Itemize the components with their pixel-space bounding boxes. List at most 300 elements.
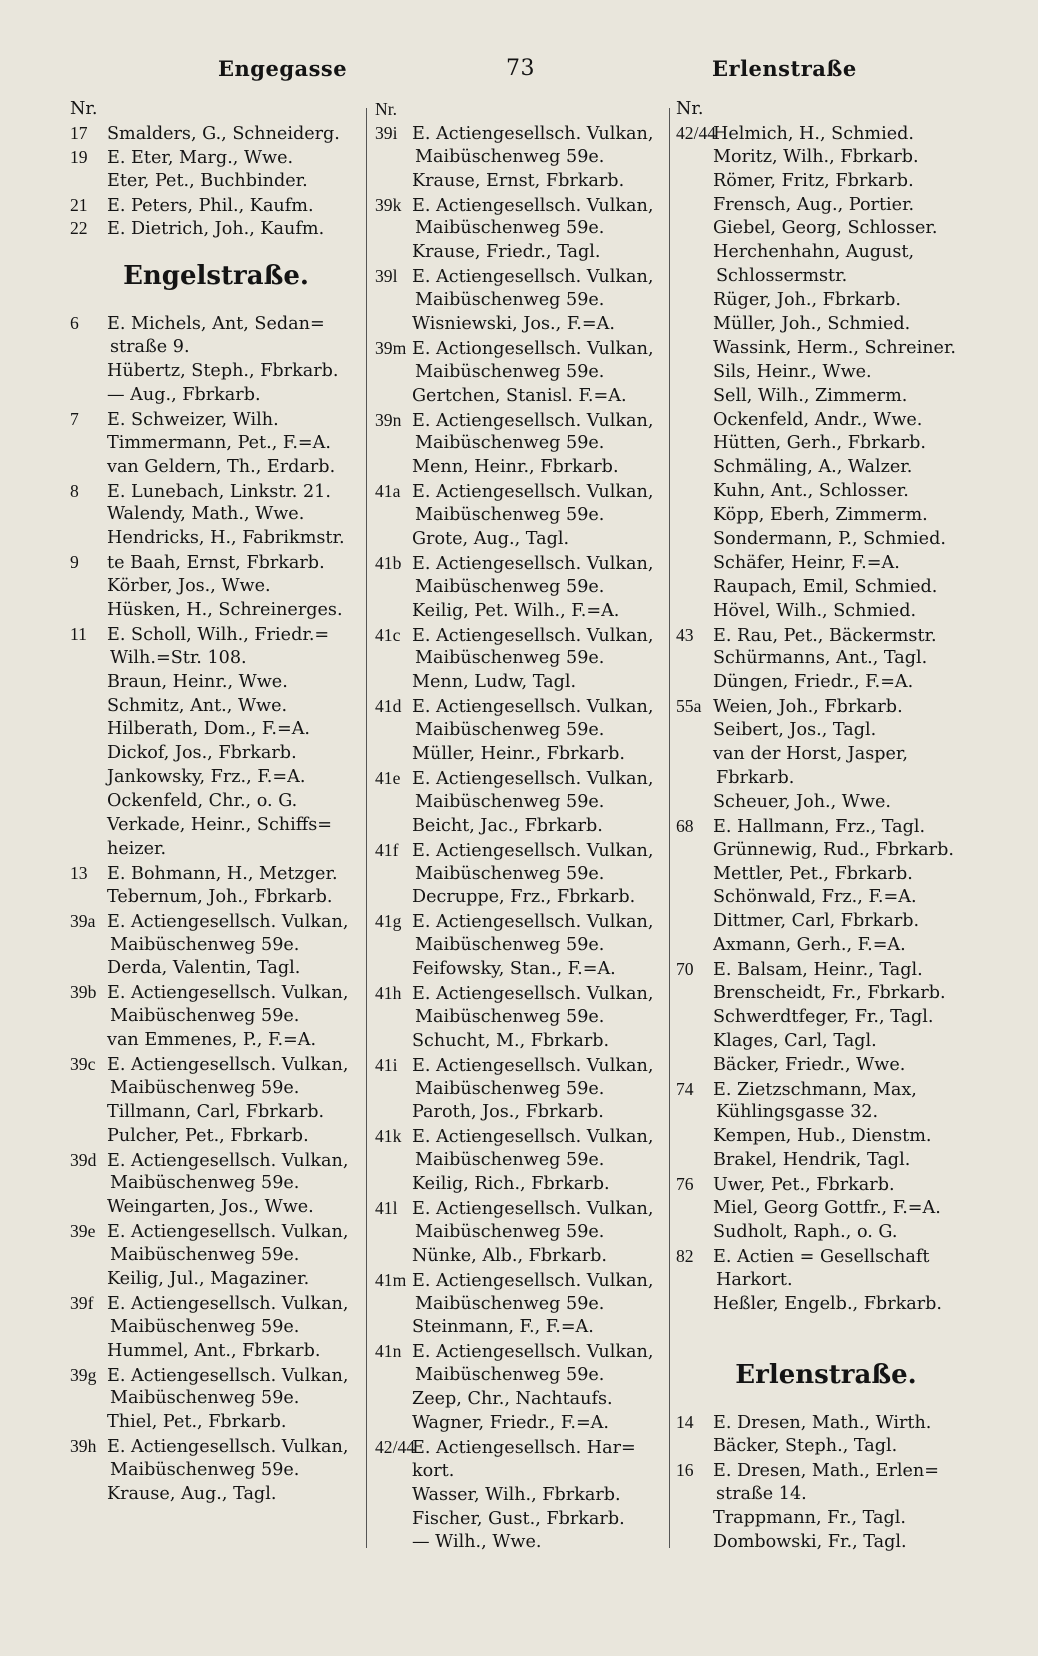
house-number: 42/44 xyxy=(676,122,717,143)
entry-text: Hüsken, H., Schreinerges. xyxy=(107,600,343,621)
entry-text: Schürmanns, Ant., Tagl. xyxy=(713,648,928,669)
entry-text: Weingarten, Jos., Wwe. xyxy=(107,1197,314,1218)
entry-text: E. Actiengesellsch. Vulkan, xyxy=(412,195,654,216)
house-number: Nr. xyxy=(375,99,397,119)
directory-entry xyxy=(375,815,667,839)
entry-text: E. Dresen, Math., Wirth. xyxy=(713,1413,932,1434)
entry-text: Hövel, Wilh., Schmied. xyxy=(713,600,917,621)
house-number: 41k xyxy=(375,1126,402,1147)
entry-text: Tebernum, Joh., Fbrkarb. xyxy=(107,886,333,907)
house-number: 39d xyxy=(70,1149,97,1170)
entry-text: Wassink, Herm., Schreiner. xyxy=(713,337,957,358)
directory-entry xyxy=(676,217,976,241)
entry-text: Mettler, Pet., Fbrkarb. xyxy=(713,863,913,884)
directory-entry xyxy=(375,1197,667,1221)
directory-entry xyxy=(375,1436,667,1460)
directory-entry xyxy=(70,1149,362,1173)
directory-entry xyxy=(70,1268,362,1292)
directory-entry xyxy=(375,791,667,815)
house-number: 39n xyxy=(375,409,402,430)
directory-entry xyxy=(375,1221,667,1245)
directory-entry xyxy=(375,170,667,194)
entry-text: Müller, Heinr., Fbrkarb. xyxy=(412,744,625,765)
house-number: 7 xyxy=(70,408,79,429)
directory-entry xyxy=(70,170,362,194)
directory-entry xyxy=(375,98,667,122)
directory-entry xyxy=(375,1388,667,1412)
directory-entry xyxy=(70,1053,362,1077)
entry-text: Krause, Ernst, Fbrkarb. xyxy=(412,170,625,191)
directory-entry xyxy=(676,934,976,958)
entry-text: Kuhn, Ant., Schlosser. xyxy=(713,481,909,502)
directory-entry xyxy=(676,743,976,767)
directory-entry xyxy=(70,1101,362,1125)
directory-entry xyxy=(676,1435,976,1459)
entry-text: Smalders, G., Schneiderg. xyxy=(107,123,340,144)
entry-text: Bäcker, Steph., Tagl. xyxy=(713,1436,898,1457)
directory-entry xyxy=(70,934,362,958)
entry-text: E. Hallmann, Frz., Tagl. xyxy=(713,816,926,837)
directory-entry xyxy=(375,1340,667,1364)
entry-text: Schönwald, Frz., F.=A. xyxy=(713,887,917,908)
directory-entry xyxy=(70,910,362,934)
directory-entry xyxy=(70,527,362,551)
entry-text: Maibüschenweg 59e. xyxy=(110,1245,300,1266)
entry-text: Sell, Wilh., Zimmerm. xyxy=(713,385,908,406)
entry-text: E. Scholl, Wilh., Friedr.= xyxy=(107,624,330,645)
house-number: 41a xyxy=(375,481,401,502)
directory-entry xyxy=(375,839,667,863)
directory-entry xyxy=(676,265,976,289)
entry-text: E. Actiengesellsch. Vulkan, xyxy=(107,1293,349,1314)
entry-text: E. Actiengesellsch. Vulkan, xyxy=(107,1054,349,1075)
directory-entry xyxy=(70,432,362,456)
entry-text: E. Actiongesellsch. Vulkan, xyxy=(412,338,654,359)
directory-entry xyxy=(70,1292,362,1316)
entry-text: Hütten, Gerh., Fbrkarb. xyxy=(713,433,927,454)
entry-text: Gertchen, Stanisl. F.=A. xyxy=(412,385,627,406)
directory-entry xyxy=(676,647,976,671)
house-number: 39i xyxy=(375,122,398,143)
directory-entry xyxy=(70,480,362,504)
entry-text: E. Michels, Ant, Sedan= xyxy=(107,314,325,335)
entry-text: E. Actiengesellsch. Vulkan, xyxy=(412,768,654,789)
entry-text: Schäfer, Heinr, F.=A. xyxy=(713,552,900,573)
directory-entry xyxy=(676,337,976,361)
entry-text: Sondermann, P., Schmied. xyxy=(713,529,946,550)
directory-entry xyxy=(70,862,362,886)
house-number: 39c xyxy=(70,1053,96,1074)
directory-entry xyxy=(676,1125,976,1149)
entry-text: Schmitz, Ant., Wwe. xyxy=(107,695,288,716)
engegasse-list xyxy=(70,122,362,241)
directory-entry xyxy=(70,671,362,695)
directory-entry xyxy=(375,146,667,170)
entry-text: Maibüschenweg 59e. xyxy=(415,648,605,669)
house-number: 39l xyxy=(375,266,398,287)
entry-text: Fischer, Gust., Fbrkarb. xyxy=(412,1508,625,1529)
entry-text: Tillmann, Carl, Fbrkarb. xyxy=(107,1101,325,1122)
entry-text: Maibüschenweg 59e. xyxy=(110,1316,300,1337)
entry-text: E. Actiengesellsch. Vulkan, xyxy=(412,410,654,431)
house-number: 39f xyxy=(70,1292,94,1313)
entry-text: Keilig, Pet. Wilh., F.=A. xyxy=(412,600,620,621)
directory-entry xyxy=(70,122,362,146)
house-number: 8 xyxy=(70,480,79,501)
street-heading: Erlenstraße. xyxy=(735,1360,917,1391)
house-number: 39b xyxy=(70,982,97,1003)
directory-entry xyxy=(375,982,667,1006)
entry-text: E. Eter, Marg., Wwe. xyxy=(107,147,294,168)
directory-entry xyxy=(375,361,667,385)
entry-text: E. Dietrich, Joh., Kaufm. xyxy=(107,219,325,240)
house-number: 39e xyxy=(70,1221,96,1242)
entry-text: Maibüschenweg 59e. xyxy=(415,720,605,741)
directory-entry xyxy=(676,719,976,743)
entry-text: heizer. xyxy=(107,838,167,859)
directory-entry xyxy=(676,1293,976,1317)
directory-entry xyxy=(676,1245,976,1269)
entry-text: E. Zietzschmann, Max, xyxy=(713,1079,917,1100)
directory-entry xyxy=(375,313,667,337)
directory-entry xyxy=(70,1005,362,1029)
house-number: 39k xyxy=(375,194,402,215)
house-number: 6 xyxy=(70,313,79,334)
entry-text: Schucht, M., Fbrkarb. xyxy=(412,1030,610,1051)
directory-entry xyxy=(70,360,362,384)
directory-entry xyxy=(676,839,976,863)
entry-text: Schmäling, A., Walzer. xyxy=(713,457,913,478)
directory-entry xyxy=(676,886,976,910)
directory-entry xyxy=(676,624,976,648)
entry-text: Rüger, Joh., Fbrkarb. xyxy=(713,290,901,311)
entry-text: Müller, Joh., Schmied. xyxy=(713,314,911,335)
entry-text: Klages, Carl, Tagl. xyxy=(713,1030,877,1051)
entry-text: Düngen, Friedr., F.=A. xyxy=(713,672,914,693)
house-number: 41e xyxy=(375,767,401,788)
entry-text: Maibüschenweg 59e. xyxy=(415,1221,605,1242)
directory-entry xyxy=(70,1244,362,1268)
directory-entry xyxy=(676,504,976,528)
entry-text: Kühlingsgasse 32. xyxy=(716,1102,879,1123)
entry-text: Trappmann, Fr., Tagl. xyxy=(713,1507,906,1528)
directory-entry xyxy=(375,767,667,791)
directory-entry xyxy=(676,1197,976,1221)
entry-text: Maibüschenweg 59e. xyxy=(415,1006,605,1027)
entry-text: Maibüschenweg 59e. xyxy=(110,1006,300,1027)
directory-entry xyxy=(70,336,362,360)
house-number: 13 xyxy=(70,862,88,883)
entry-text: straße 14. xyxy=(716,1484,807,1505)
entry-text: E. Actiengesellsch. Vulkan, xyxy=(107,1222,349,1243)
entry-text: Beicht, Jac., Fbrkarb. xyxy=(412,815,603,836)
entry-text: Maibüschenweg 59e. xyxy=(415,1078,605,1099)
directory-entry xyxy=(676,815,976,839)
house-number: 82 xyxy=(676,1245,694,1266)
entry-text: Paroth, Jos., Fbrkarb. xyxy=(412,1102,604,1123)
house-number: 41d xyxy=(375,696,402,717)
directory-entry xyxy=(375,528,667,552)
entry-text: Grünnewig, Rud., Fbrkarb. xyxy=(713,839,954,860)
directory-entry xyxy=(676,958,976,982)
directory-entry xyxy=(676,456,976,480)
house-number: 76 xyxy=(676,1174,694,1195)
directory-entry xyxy=(375,743,667,767)
directory-entry xyxy=(676,671,976,695)
directory-entry xyxy=(70,1411,362,1435)
entry-text: Krause, Aug., Tagl. xyxy=(107,1483,277,1504)
directory-entry xyxy=(70,957,362,981)
entry-text: Maibüschenweg 59e. xyxy=(415,791,605,812)
directory-entry xyxy=(676,1030,976,1054)
column-divider xyxy=(669,108,670,1548)
directory-entry xyxy=(375,958,667,982)
entry-text: Römer, Fritz, Fbrkarb. xyxy=(713,170,914,191)
house-number: 41b xyxy=(375,552,402,573)
street-heading: Engelstraße. xyxy=(123,261,309,292)
entry-text: Hendricks, H., Fabrikmstr. xyxy=(107,528,345,549)
entry-text: Zeep, Chr., Nachtaufs. xyxy=(412,1389,613,1410)
directory-entry xyxy=(375,886,667,910)
engelstrasse-end-list xyxy=(676,122,976,1317)
directory-entry xyxy=(70,1387,362,1411)
entry-text: Hilberath, Dom., F.=A. xyxy=(107,719,311,740)
house-number: 39h xyxy=(70,1436,97,1457)
directory-entry xyxy=(70,1029,362,1053)
directory-entry xyxy=(70,194,362,218)
nr-label: Nr. xyxy=(70,99,98,119)
entry-text: E. Actiengesellsch. Vulkan, xyxy=(412,1055,654,1076)
directory-entry xyxy=(70,503,362,527)
directory-entry xyxy=(70,599,362,623)
directory-entry xyxy=(375,289,667,313)
directory-entry xyxy=(676,1006,976,1030)
entry-text: Scheuer, Joh., Wwe. xyxy=(713,791,891,812)
entry-text: Wilh.=Str. 108. xyxy=(110,647,247,668)
house-number: 19 xyxy=(70,146,88,167)
directory-entry xyxy=(676,409,976,433)
entry-text: Nünke, Alb., Fbrkarb. xyxy=(412,1245,607,1266)
house-number: 41n xyxy=(375,1341,402,1362)
entry-text: Seibert, Jos., Tagl. xyxy=(713,720,877,741)
directory-entry xyxy=(375,241,667,265)
entry-text: E. Actiengesellsch. Vulkan, xyxy=(412,1127,654,1148)
entry-text: E. Actiengesellsch. Vulkan, xyxy=(412,482,654,503)
directory-entry xyxy=(70,551,362,575)
column-divider xyxy=(366,108,367,1548)
house-number: 22 xyxy=(70,218,88,239)
entry-text: E. Actiengesellsch. Vulkan, xyxy=(412,123,654,144)
house-number: 68 xyxy=(676,815,694,836)
directory-entry xyxy=(375,624,667,648)
entry-text: Körber, Jos., Wwe. xyxy=(107,576,271,597)
directory-entry xyxy=(676,122,976,146)
entry-text: kort. xyxy=(412,1460,455,1481)
entry-text: Weien, Joh., Fbrkarb. xyxy=(713,697,903,718)
entry-text: Keilig, Jul., Magaziner. xyxy=(107,1268,310,1289)
entry-text: E. Actiengesellsch. Vulkan, xyxy=(412,697,654,718)
entry-text: van Emmenes, P., F.=A. xyxy=(107,1030,317,1051)
entry-text: E. Actiengesellsch. Vulkan, xyxy=(412,840,654,861)
entry-text: Derda, Valentin, Tagl. xyxy=(107,958,301,979)
house-number: 21 xyxy=(70,194,88,215)
entry-text: Köpp, Eberh, Zimmerm. xyxy=(713,505,928,526)
directory-entry xyxy=(676,1269,976,1293)
entry-text: Hübertz, Steph., Fbrkarb. xyxy=(107,361,339,382)
entry-text: E. Bohmann, H., Metzger. xyxy=(107,863,338,884)
column-right xyxy=(676,98,976,1555)
entry-text: Giebel, Georg, Schlosser. xyxy=(713,218,938,239)
entry-text: straße 9. xyxy=(110,337,190,358)
entry-text: Maibüschenweg 59e. xyxy=(415,218,605,239)
entry-text: Dombowski, Fr., Tagl. xyxy=(713,1531,907,1552)
directory-entry xyxy=(70,1483,362,1507)
entry-text: Kempen, Hub., Dienstm. xyxy=(713,1126,932,1147)
directory-entry xyxy=(676,361,976,385)
entry-text: Keilig, Rich., Fbrkarb. xyxy=(412,1174,610,1195)
directory-entry xyxy=(375,385,667,409)
directory-entry xyxy=(676,194,976,218)
entry-text: te Baah, Ernst, Fbrkarb. xyxy=(107,553,325,574)
entry-text: E. Actiengesellsch. Vulkan, xyxy=(107,1150,349,1171)
entry-text: Schlossermstr. xyxy=(716,266,848,287)
entry-text: Maibüschenweg 59e. xyxy=(415,433,605,454)
house-number: 70 xyxy=(676,959,694,980)
entry-text: Feifowsky, Stan., F.=A. xyxy=(412,959,616,980)
entry-text: E. Schweizer, Wilh. xyxy=(107,409,279,430)
entry-text: Decruppe, Frz., Fbrkarb. xyxy=(412,887,636,908)
house-number: 42/44 xyxy=(375,1436,416,1457)
directory-entry xyxy=(375,265,667,289)
directory-entry xyxy=(375,480,667,504)
directory-entry xyxy=(676,576,976,600)
directory-entry xyxy=(676,552,976,576)
entry-text: E. Actiengesellsch. Vulkan, xyxy=(107,1437,349,1458)
directory-entry xyxy=(375,1508,667,1532)
directory-entry xyxy=(375,552,667,576)
house-number: 55a xyxy=(676,696,702,717)
house-number: 74 xyxy=(676,1078,694,1099)
entry-text: Verkade, Heinr., Schiffs= xyxy=(107,815,333,836)
directory-entry xyxy=(70,312,362,336)
directory-entry xyxy=(676,767,976,791)
directory-entry xyxy=(676,1483,976,1507)
directory-entry xyxy=(375,719,667,743)
entry-text: Sils, Heinr., Wwe. xyxy=(713,361,872,382)
entry-text: E. Actiengesellsch. Vulkan, xyxy=(412,1198,654,1219)
entry-text: Wisniewski, Jos., F.=A. xyxy=(412,314,615,335)
entry-text: Maibüschenweg 59e. xyxy=(415,1150,605,1171)
house-number: 39g xyxy=(70,1364,97,1385)
directory-entry xyxy=(676,146,976,170)
entry-text: E. Actiengesellsch. Vulkan, xyxy=(412,912,654,933)
entry-text: Heßler, Engelb., Fbrkarb. xyxy=(713,1293,943,1314)
directory-entry xyxy=(70,718,362,742)
directory-entry xyxy=(375,1030,667,1054)
directory-entry xyxy=(375,217,667,241)
entry-text: Jankowsky, Frz., F.=A. xyxy=(107,767,306,788)
directory-entry xyxy=(676,385,976,409)
directory-entry xyxy=(375,576,667,600)
entry-text: Sudholt, Raph., o. G. xyxy=(713,1221,898,1242)
running-head-left: Engegasse xyxy=(218,56,348,81)
directory-entry xyxy=(375,122,667,146)
directory-entry xyxy=(375,600,667,624)
directory-entry xyxy=(375,934,667,958)
directory-entry xyxy=(676,289,976,313)
directory-entry xyxy=(70,575,362,599)
entry-text: Steinmann, F., F.=A. xyxy=(412,1317,594,1338)
directory-entry xyxy=(70,408,362,432)
directory-entry xyxy=(70,981,362,1005)
entry-text: Braun, Heinr., Wwe. xyxy=(107,671,288,692)
house-number: 9 xyxy=(70,552,79,573)
directory-entry xyxy=(676,600,976,624)
entry-text: Axmann, Gerh., F.=A. xyxy=(713,935,906,956)
entry-text: van der Horst, Jasper, xyxy=(713,744,908,765)
entry-text: Menn, Heinr., Fbrkarb. xyxy=(412,457,619,478)
running-head-right: Erlenstraße xyxy=(712,56,857,81)
directory-entry xyxy=(375,1293,667,1317)
directory-entry xyxy=(676,241,976,265)
entry-text: Wagner, Friedr., F.=A. xyxy=(412,1412,609,1433)
directory-entry xyxy=(676,1101,976,1125)
house-number: 11 xyxy=(70,623,87,644)
entry-text: E. Actiengesellsch. Vulkan, xyxy=(412,553,654,574)
entry-text: Frensch, Aug., Portier. xyxy=(713,194,915,215)
directory-entry xyxy=(375,1269,667,1293)
directory-entry xyxy=(676,1507,976,1531)
directory-entry xyxy=(375,1006,667,1030)
house-number: 41m xyxy=(375,1269,407,1290)
directory-entry xyxy=(70,456,362,480)
entry-text: Bäcker, Friedr., Wwe. xyxy=(713,1054,906,1075)
directory-entry xyxy=(375,1412,667,1436)
house-number: 17 xyxy=(70,122,88,143)
house-number: 41f xyxy=(375,839,399,860)
directory-entry xyxy=(70,1196,362,1220)
entry-text: Maibüschenweg 59e. xyxy=(110,1388,300,1409)
entry-text: E. Actiengesellsch. Vulkan, xyxy=(412,1342,654,1363)
directory-entry xyxy=(375,1460,667,1484)
entry-text: Maibüschenweg 59e. xyxy=(415,290,605,311)
directory-entry xyxy=(70,742,362,766)
entry-text: Brakel, Hendrik, Tagl. xyxy=(713,1150,911,1171)
entry-text: E. Actiengesellsch. Vulkan, xyxy=(412,267,654,288)
directory-entry xyxy=(70,838,362,862)
entry-text: Maibüschenweg 59e. xyxy=(415,576,605,597)
entry-text: Maibüschenweg 59e. xyxy=(415,1365,605,1386)
directory-entry xyxy=(375,432,667,456)
entry-text: — Aug., Fbrkarb. xyxy=(107,385,261,406)
entry-text: Maibüschenweg 59e. xyxy=(110,1460,300,1481)
entry-text: Maibüschenweg 59e. xyxy=(110,934,300,955)
directory-entry xyxy=(375,409,667,433)
directory-entry xyxy=(676,1173,976,1197)
directory-entry xyxy=(375,504,667,528)
entry-text: Maibüschenweg 59e. xyxy=(415,935,605,956)
directory-entry xyxy=(70,790,362,814)
entry-text: Pulcher, Pet., Fbrkarb. xyxy=(107,1125,309,1146)
directory-entry xyxy=(70,1125,362,1149)
column-middle xyxy=(375,98,667,1555)
directory-entry xyxy=(70,1316,362,1340)
entry-text: Herchenhahn, August, xyxy=(713,242,915,263)
house-number: 41i xyxy=(375,1054,398,1075)
house-number: 39m xyxy=(375,337,407,358)
directory-entry xyxy=(70,886,362,910)
directory-entry xyxy=(375,863,667,887)
